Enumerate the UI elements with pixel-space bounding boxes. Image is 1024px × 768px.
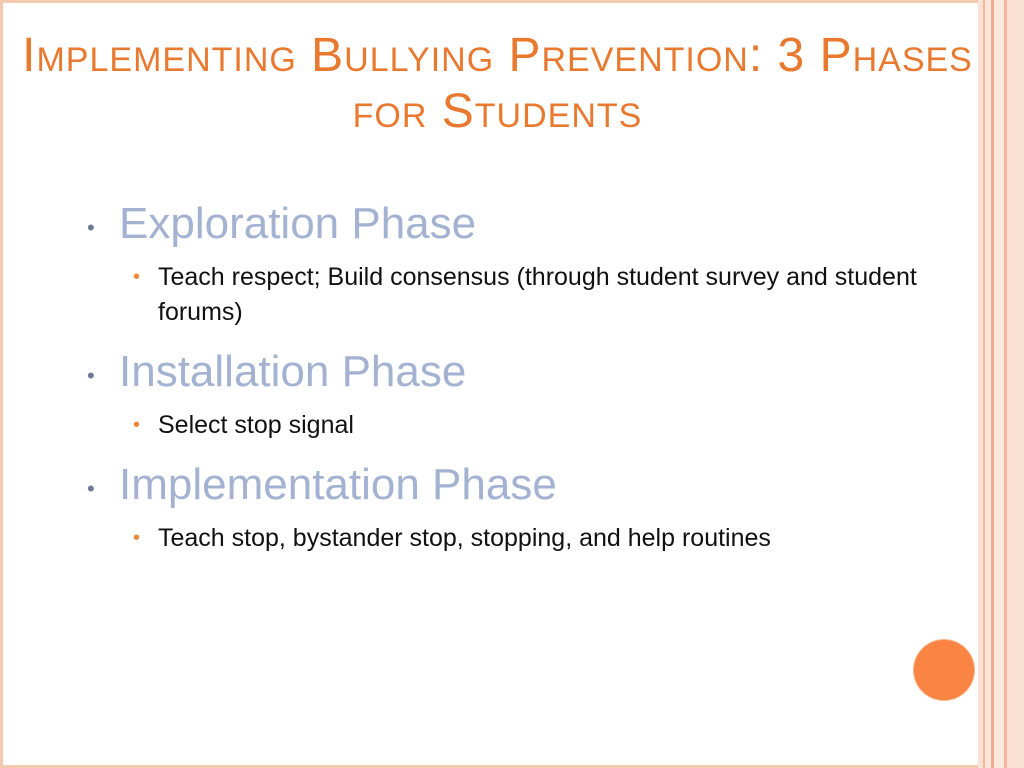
bullet-icon: • xyxy=(133,527,141,549)
bullet-icon: • xyxy=(87,476,95,501)
phase-detail xyxy=(84,521,964,556)
slide-content xyxy=(84,196,964,570)
phase-detail-text: Select stop signal xyxy=(158,411,354,439)
phase-heading xyxy=(84,196,964,252)
phase-item-installation xyxy=(84,344,964,443)
phase-detail xyxy=(84,260,964,330)
decorative-stripe xyxy=(994,0,1004,768)
slide-title: Implementing Bullying Prevention: 3 Phases for Students xyxy=(22,29,973,138)
phase-detail xyxy=(84,408,964,443)
bullet-icon: • xyxy=(133,414,141,436)
phase-label: Implementation Phase xyxy=(119,460,557,509)
phase-item-implementation xyxy=(84,457,964,556)
phase-label: Installation Phase xyxy=(119,347,467,396)
frame-top-border xyxy=(0,0,1024,3)
phase-item-exploration xyxy=(84,196,964,330)
bullet-icon: • xyxy=(133,266,141,288)
phase-detail-text: Teach stop, bystander stop, stopping, and help routines xyxy=(158,524,771,552)
bullet-icon: • xyxy=(87,215,95,240)
frame-left-border xyxy=(0,0,3,768)
accent-circle xyxy=(914,640,974,700)
phase-heading xyxy=(84,457,964,513)
bullet-icon: • xyxy=(87,363,95,388)
phase-heading xyxy=(84,344,964,400)
phase-detail-text: Teach respect; Build consensus (through student survey and student forums) xyxy=(158,263,917,326)
phase-label: Exploration Phase xyxy=(119,199,477,248)
decorative-stripe xyxy=(1007,0,1024,768)
